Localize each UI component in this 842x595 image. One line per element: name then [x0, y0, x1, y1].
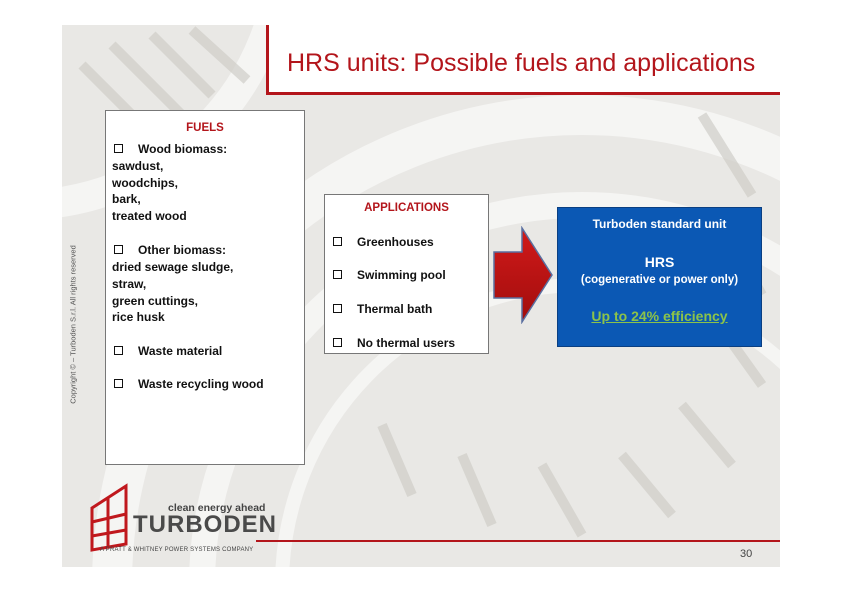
- fuel-other-item: straw,: [112, 277, 147, 291]
- fuel-waste-recycling: Waste recycling wood: [114, 377, 264, 391]
- application-item: Greenhouses: [333, 235, 434, 249]
- checkbox-icon: [114, 245, 123, 254]
- application-item: Swimming pool: [333, 268, 446, 282]
- fuel-wood-item: bark,: [112, 192, 141, 206]
- unit-title: Turboden standard unit: [592, 217, 727, 231]
- fuel-wood-item: treated wood: [112, 209, 187, 223]
- fuel-other-item: green cuttings,: [112, 294, 199, 308]
- unit-efficiency: Up to 24% efficiency: [591, 308, 728, 324]
- logo-brand: TURBODEN: [133, 511, 277, 538]
- unit-subtitle: (cogenerative or power only): [580, 274, 739, 286]
- fuel-other-item: dried sewage sludge,: [112, 260, 234, 274]
- arrow-right-icon: [492, 226, 554, 324]
- checkbox-icon: [114, 346, 123, 355]
- fuels-heading: FUELS: [186, 122, 224, 134]
- checkbox-icon: [333, 304, 342, 313]
- fuel-wood-item: sawdust,: [112, 159, 164, 173]
- logo-tagline: clean energy ahead: [168, 502, 266, 514]
- checkbox-icon: [114, 379, 123, 388]
- copyright-notice: Copyright © – Turboden S.r.l. All rights reserved: [68, 245, 78, 404]
- fuel-other-biomass: Other biomass:: [114, 243, 226, 257]
- hrs-unit-box: [557, 207, 762, 347]
- fuels-box: [105, 110, 305, 465]
- fuel-other-item: rice husk: [112, 310, 165, 324]
- application-item: No thermal users: [333, 336, 455, 350]
- footer-divider: [256, 540, 780, 542]
- checkbox-icon: [333, 270, 342, 279]
- fuel-wood-item: woodchips,: [112, 176, 178, 190]
- applications-box: [324, 194, 489, 354]
- fuel-waste-material: Waste material: [114, 344, 222, 358]
- slide-title: HRS units: Possible fuels and applications: [287, 49, 756, 77]
- application-item: Thermal bath: [333, 302, 432, 316]
- applications-heading: APPLICATIONS: [364, 202, 449, 214]
- logo-subline: A PRATT & WHITNEY POWER SYSTEMS COMPANY: [100, 547, 254, 553]
- checkbox-icon: [333, 237, 342, 246]
- title-box: [266, 25, 780, 95]
- checkbox-icon: [114, 144, 123, 153]
- page-number: 30: [740, 548, 753, 560]
- checkbox-icon: [333, 338, 342, 347]
- fuel-wood-biomass: Wood biomass:: [114, 142, 227, 156]
- unit-name: HRS: [644, 254, 675, 270]
